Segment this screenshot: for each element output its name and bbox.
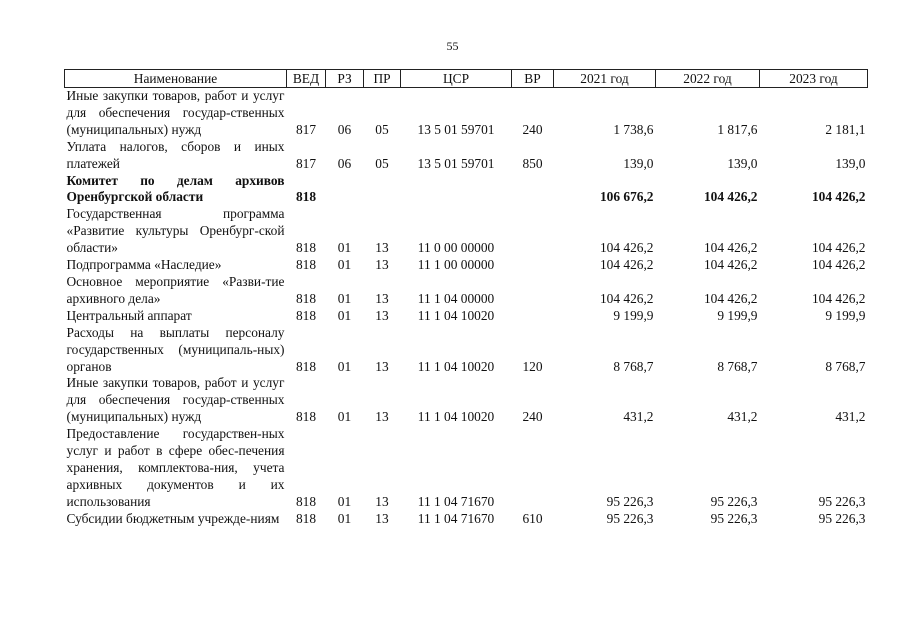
row-amount-2022: 104 426,2 (703, 189, 758, 205)
table-row (65, 274, 868, 308)
row-pr: 13 (375, 257, 389, 273)
column-header-pr: ПР (364, 70, 401, 88)
row-ved: 818 (295, 510, 317, 526)
table-row (65, 308, 868, 325)
row-pr: 13 (375, 493, 389, 509)
row-vr: 120 (522, 358, 543, 374)
row-amount-2023: 139,0 (835, 155, 866, 171)
row-amount-2021: 104 426,2 (599, 257, 654, 273)
row-csr: 11 1 04 71670 (417, 493, 495, 509)
row-rz (326, 173, 364, 207)
table-row (65, 173, 868, 207)
row-rz: 01 (337, 510, 352, 526)
row-amount-2023: 431,2 (835, 409, 866, 425)
column-header-ved: ВЕД (287, 70, 326, 88)
row-csr: 11 0 00 00000 (417, 240, 495, 256)
row-pr: 13 (375, 290, 389, 306)
row-rz: 06 (337, 155, 352, 171)
row-csr (401, 173, 512, 207)
row-vr: 240 (522, 409, 543, 425)
row-pr: 05 (375, 121, 389, 137)
row-name: Иные закупки товаров, работ и услуг для обеспечения государ-ственных (муниципальных) нужд (66, 88, 285, 137)
row-amount-2023: 2 181,1 (825, 121, 866, 137)
row-vr (512, 206, 554, 257)
row-vr (512, 274, 554, 308)
row-amount-2022: 95 226,3 (710, 510, 758, 526)
table-row (65, 325, 868, 376)
row-rz: 01 (337, 409, 352, 425)
row-csr: 11 1 04 00000 (417, 290, 495, 306)
row-rz: 01 (337, 290, 352, 306)
row-amount-2021: 431,2 (623, 409, 654, 425)
row-vr (512, 426, 554, 511)
row-rz: 01 (337, 493, 352, 509)
page-number: 55 (446, 39, 459, 53)
row-pr: 13 (375, 307, 389, 323)
row-vr (512, 173, 554, 207)
row-amount-2023: 104 426,2 (811, 240, 866, 256)
row-csr: 11 1 04 10020 (417, 358, 495, 374)
row-amount-2023: 104 426,2 (811, 257, 866, 273)
row-pr (364, 173, 401, 207)
row-pr: 13 (375, 409, 389, 425)
row-name: Центральный аппарат (66, 307, 192, 323)
column-header-2022: 2022 год (656, 70, 760, 88)
row-csr: 11 1 04 10020 (417, 307, 495, 323)
table-row (65, 206, 868, 257)
row-pr: 13 (375, 240, 389, 256)
row-amount-2023: 95 226,3 (818, 510, 866, 526)
row-rz: 01 (337, 257, 352, 273)
row-amount-2022: 104 426,2 (703, 257, 758, 273)
row-name: Государственная программа «Развитие культуры Оренбург-ской области» (66, 206, 285, 256)
row-name: Субсидии бюджетным учрежде-ниям (66, 510, 280, 526)
row-amount-2021: 139,0 (623, 155, 654, 171)
row-ved: 818 (295, 189, 317, 205)
column-header-name: Наименование (65, 70, 287, 88)
row-csr: 11 1 04 71670 (417, 510, 495, 526)
row-amount-2023: 9 199,9 (825, 307, 866, 323)
row-rz: 01 (337, 240, 352, 256)
row-csr: 11 1 04 10020 (417, 409, 495, 425)
row-amount-2023: 8 768,7 (825, 358, 866, 374)
row-csr: 13 5 01 59701 (417, 155, 495, 171)
table-row (65, 139, 868, 173)
row-csr: 11 1 00 00000 (417, 257, 495, 273)
row-ved: 817 (295, 121, 317, 137)
row-ved: 818 (295, 409, 317, 425)
row-ved: 818 (295, 257, 317, 273)
row-vr: 610 (522, 510, 543, 526)
row-name: Предоставление государствен-ных услуг и работ в сфере обес-печения хранения, комплектова-ния, учета архивных документов и их использования (66, 426, 285, 509)
column-header-rz: РЗ (326, 70, 364, 88)
table-row (65, 257, 868, 274)
row-amount-2021: 95 226,3 (606, 493, 654, 509)
row-vr (512, 308, 554, 325)
row-amount-2022: 95 226,3 (710, 493, 758, 509)
table-body (65, 88, 868, 528)
column-header-2023: 2023 год (760, 70, 868, 88)
row-pr: 13 (375, 358, 389, 374)
table-header-row (65, 70, 868, 88)
row-amount-2021: 9 199,9 (613, 307, 654, 323)
row-ved: 818 (295, 493, 317, 509)
row-amount-2021: 104 426,2 (599, 240, 654, 256)
row-amount-2022: 1 817,6 (717, 121, 758, 137)
row-amount-2023: 104 426,2 (811, 189, 866, 205)
row-amount-2022: 139,0 (727, 155, 758, 171)
row-ved: 818 (295, 358, 317, 374)
row-rz: 01 (337, 358, 352, 374)
row-amount-2022: 104 426,2 (703, 290, 758, 306)
row-name: Основное мероприятие «Разви-тие архивного дела» (66, 273, 285, 306)
row-amount-2021: 8 768,7 (613, 358, 654, 374)
table-row (65, 511, 868, 528)
table-row (65, 426, 868, 511)
column-header-csr: ЦСР (401, 70, 512, 88)
row-ved: 817 (295, 155, 317, 171)
row-ved: 818 (295, 240, 317, 256)
row-rz: 06 (337, 121, 352, 137)
row-amount-2021: 95 226,3 (606, 510, 654, 526)
row-rz: 01 (337, 307, 352, 323)
row-name: Комитет по делам архивов Оренбургской области (66, 172, 285, 205)
row-ved: 818 (295, 290, 317, 306)
row-pr: 13 (375, 510, 389, 526)
table-row (65, 88, 868, 139)
row-amount-2021: 106 676,2 (599, 189, 654, 205)
row-name: Подпрограмма «Наследие» (66, 257, 222, 273)
table-row (65, 375, 868, 426)
row-vr (512, 257, 554, 274)
row-name: Расходы на выплаты персоналу государственных (муниципаль-ных) органов (66, 324, 285, 374)
row-name: Уплата налогов, сборов и иных платежей (66, 138, 285, 171)
row-amount-2021: 104 426,2 (599, 290, 654, 306)
row-amount-2023: 95 226,3 (818, 493, 866, 509)
column-header-vr: ВР (512, 70, 554, 88)
row-amount-2021: 1 738,6 (613, 121, 654, 137)
budget-table (64, 69, 868, 528)
row-ved: 818 (295, 307, 317, 323)
row-pr: 05 (375, 155, 389, 171)
row-vr: 850 (522, 155, 543, 171)
row-amount-2023: 104 426,2 (811, 290, 866, 306)
row-name: Иные закупки товаров, работ и услуг для обеспечения государ-ственных (муниципальных) нужд (66, 375, 285, 425)
row-amount-2022: 8 768,7 (717, 358, 758, 374)
row-amount-2022: 104 426,2 (703, 240, 758, 256)
row-vr: 240 (522, 121, 543, 137)
row-csr: 13 5 01 59701 (417, 121, 495, 137)
column-header-2021: 2021 год (554, 70, 656, 88)
row-amount-2022: 9 199,9 (717, 307, 758, 323)
row-amount-2022: 431,2 (727, 409, 758, 425)
